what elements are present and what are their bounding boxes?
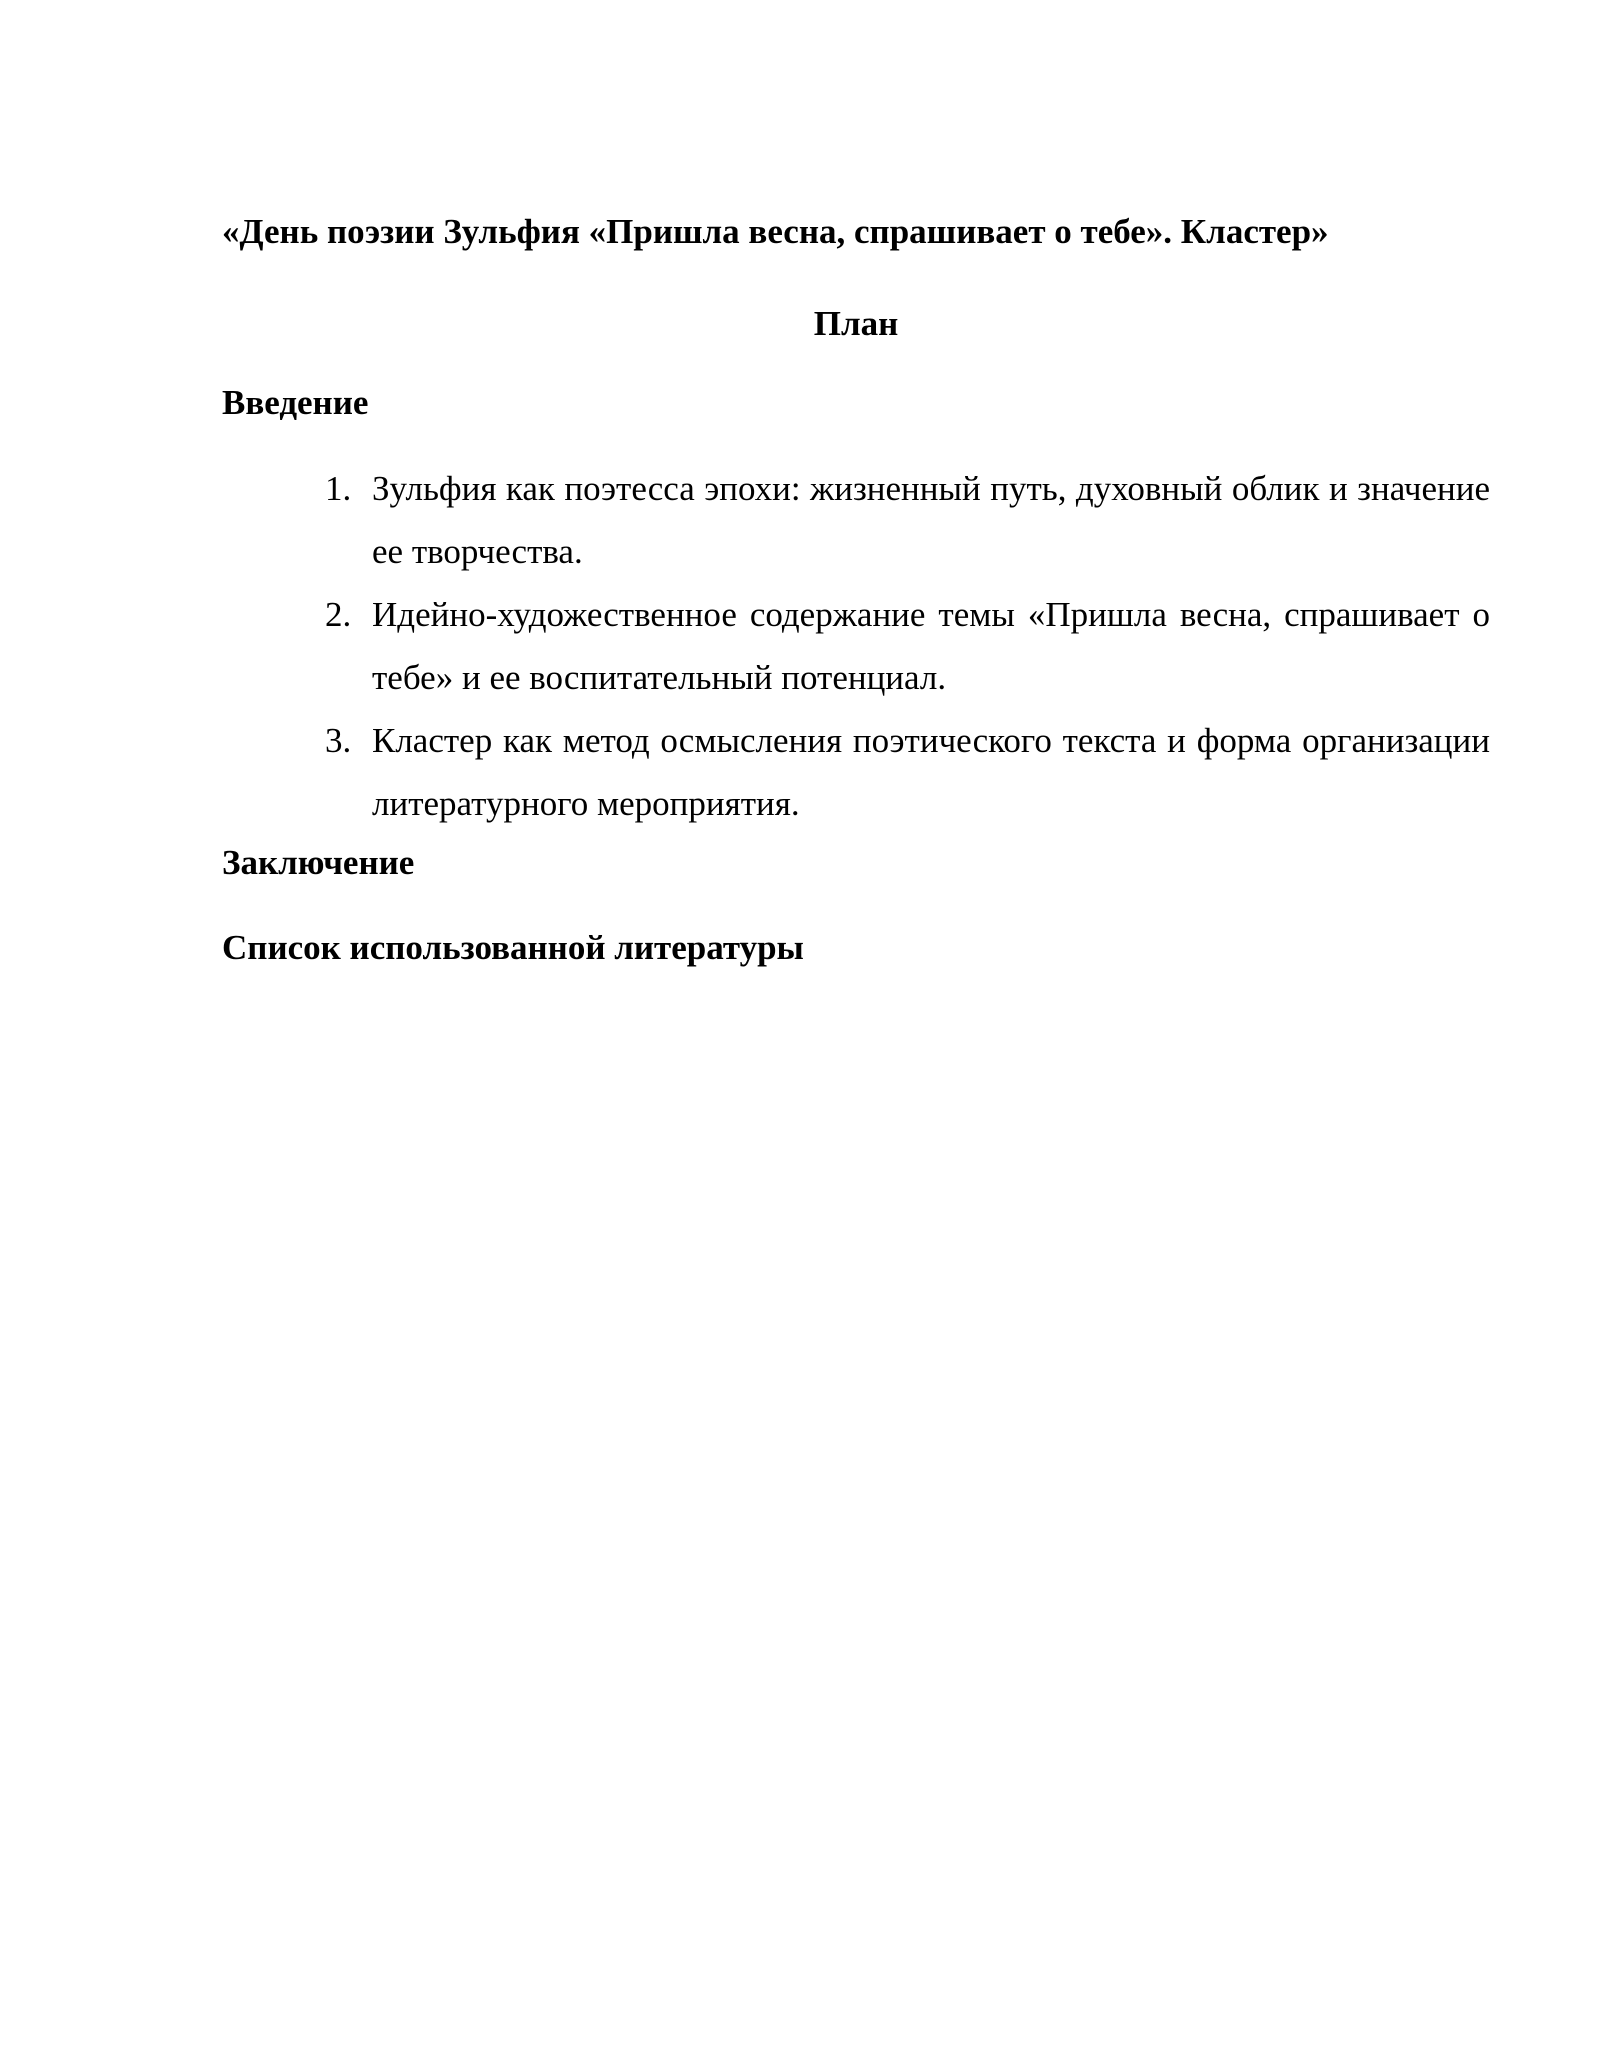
document-title: «День поэзии Зульфия «Пришла весна, спрашивает о тебе». Кластер» — [222, 212, 1329, 251]
plan-item — [222, 709, 1490, 835]
intro-heading: Введение — [222, 383, 369, 422]
plan-item — [222, 583, 1490, 709]
plan-item-text: Идейно-художественное содержание темы «Пришла весна, спрашивает о тебе» и ее воспитательный потенциал. — [372, 595, 1490, 697]
plan-item — [222, 457, 1490, 583]
plan-item-number: 2. — [325, 595, 352, 634]
plan-item-number: 3. — [325, 721, 352, 760]
plan-item-text: Кластер как метод осмысления поэтического текста и форма организации литературного мероприятия. — [372, 721, 1490, 823]
plan-heading: План — [813, 304, 899, 343]
plan-item-number: 1. — [325, 469, 352, 508]
references-heading: Список использованной литературы — [222, 928, 804, 967]
document-body — [222, 206, 1490, 974]
plan-item-text: Зульфия как поэтесса эпохи: жизненный путь, духовный облик и значение ее творчества. — [372, 469, 1490, 571]
plan-list — [222, 457, 1490, 835]
conclusion-heading: Заключение — [222, 843, 415, 882]
